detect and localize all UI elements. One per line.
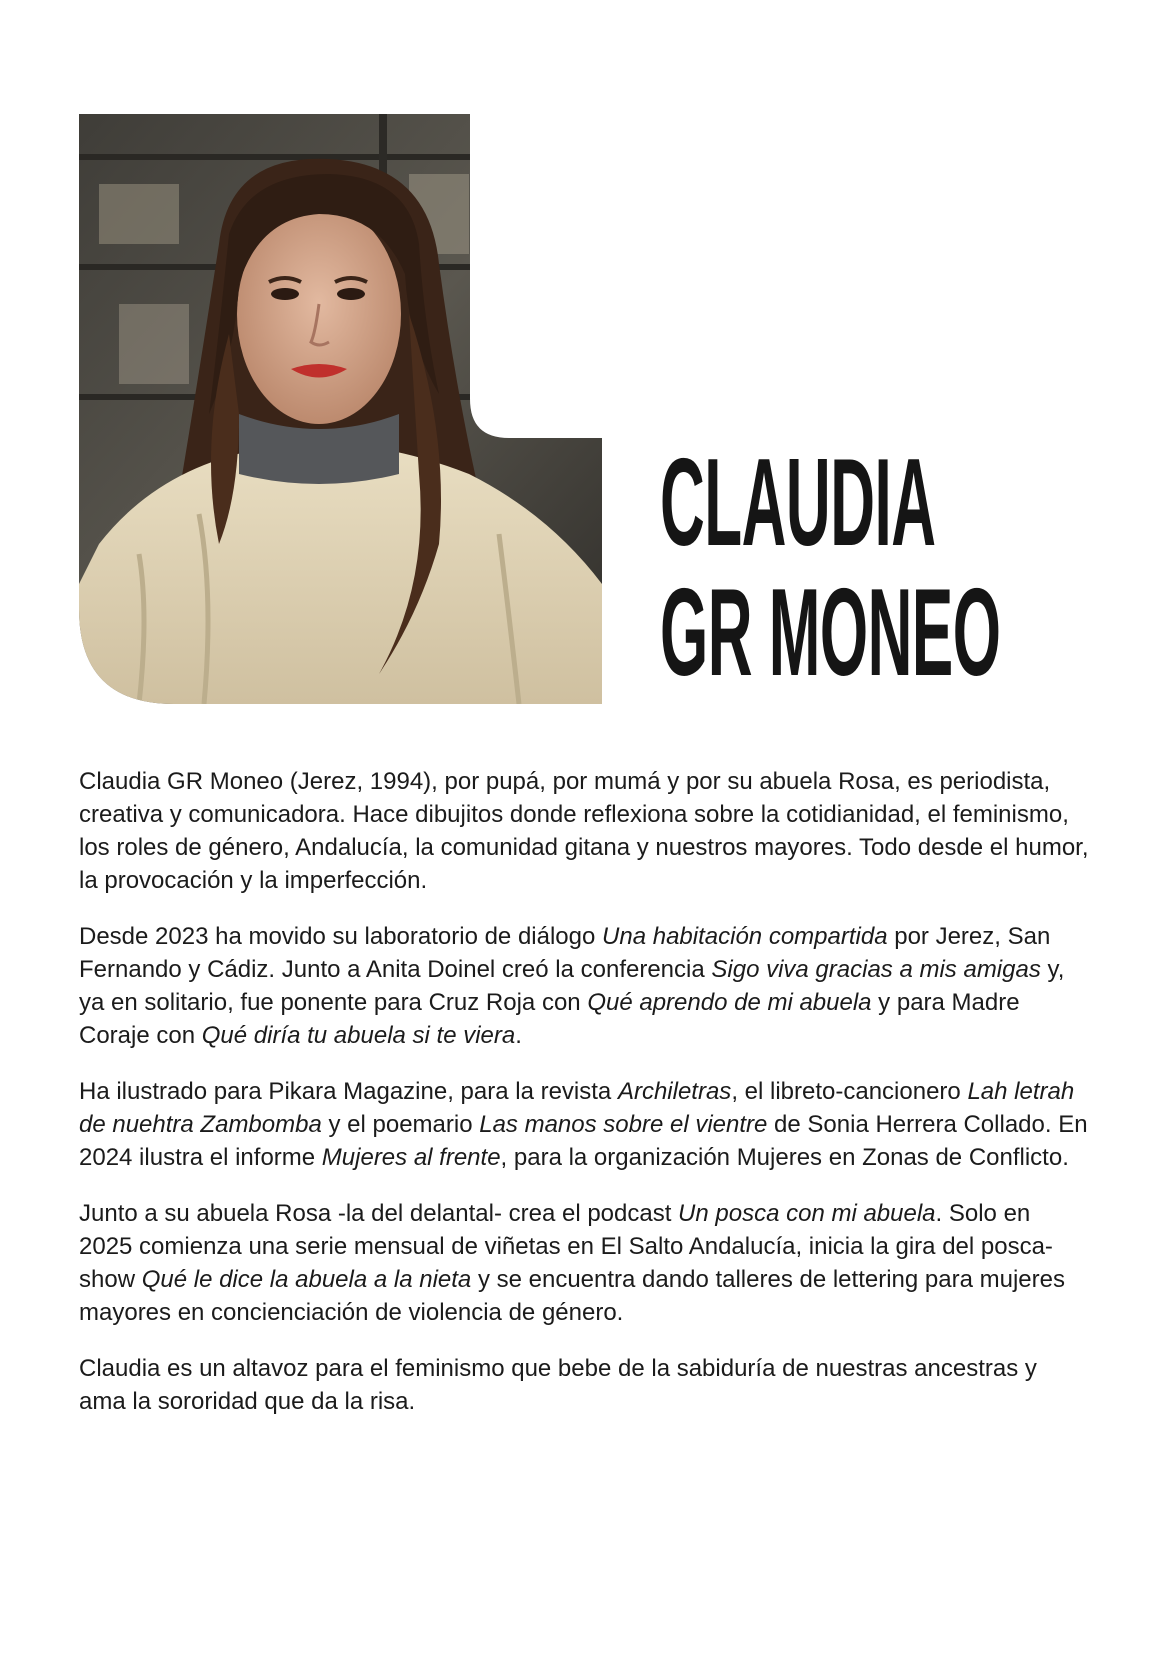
biography	[79, 765, 1089, 1441]
work-title: Sigo viva gracias a mis amigas	[711, 956, 1041, 983]
text-segment: Junto a su abuela Rosa -la del delantal- crea el podcast	[79, 1200, 679, 1227]
bio-paragraph-4	[79, 1197, 1089, 1329]
name-line-1: CLAUDIA	[660, 434, 936, 572]
bio-paragraph-5: Claudia es un altavoz para el feminismo que bebe de la sabiduría de nuestras ancestras y ama la sororidad que da la risa.	[79, 1355, 1037, 1415]
work-title: Archiletras	[617, 1078, 732, 1105]
portrait-photo	[79, 114, 602, 704]
text-segment: . Solo en 2025 comienza una serie mensual de viñetas en El Salto Andalucía, inicia la gira del posca-show	[79, 1200, 1053, 1293]
work-title: Las manos sobre el vientre	[479, 1111, 768, 1138]
text-segment: Ha ilustrado para Pikara Magazine, para la revista	[79, 1078, 618, 1105]
text-segment: y el poemario	[321, 1111, 480, 1138]
text-segment: , para la organización Mujeres en Zonas de Conflicto.	[500, 1144, 1069, 1171]
text-segment: y para Madre Coraje con	[79, 989, 1020, 1049]
text-segment: y se encuentra dando talleres de lettering para mujeres mayores en concienciación de violencia de género.	[79, 1266, 1065, 1326]
text-segment: .	[515, 1022, 522, 1049]
text-segment: por Jerez, San Fernando y Cádiz. Junto a Anita Doinel creó la conferencia	[79, 923, 1051, 983]
work-title: Una habitación compartida	[602, 923, 888, 950]
text-segment: , el libreto-cancionero	[731, 1078, 968, 1105]
text-segment: y, ya en solitario, fue ponente para Cruz Roja con	[79, 956, 1065, 1016]
work-title: Qué aprendo de mi abuela	[587, 989, 872, 1016]
work-title: Un posca con mi abuela	[678, 1200, 936, 1227]
bio-paragraph-2	[79, 920, 1089, 1052]
work-title: Qué le dice la abuela a la nieta	[141, 1266, 472, 1293]
work-title: Lah letrah de nuehtra Zambomba	[79, 1078, 1075, 1138]
person-name-heading	[660, 434, 1001, 702]
work-title: Qué diría tu abuela si te viera	[201, 1022, 516, 1049]
work-title: Mujeres al frente	[321, 1144, 501, 1171]
text-segment: Desde 2023 ha movido su laboratorio de diálogo	[79, 923, 603, 950]
bio-paragraph-3	[79, 1075, 1089, 1174]
text-segment: de Sonia Herrera Collado. En 2024 ilustra el informe	[79, 1111, 1088, 1171]
bio-paragraph-1: Claudia GR Moneo (Jerez, 1994), por pupá, por mumá y por su abuela Rosa, es periodista, creativa y comunicadora. Hace dibujitos donde reflexiona sobre la cotidianidad, el feminismo, los roles de género, Andalucía, la comunidad gitana y nuestros mayores. Todo desde el humor, la provocación y la imperfección.	[79, 768, 1089, 894]
name-line-2: GR MONEO	[660, 564, 1001, 702]
